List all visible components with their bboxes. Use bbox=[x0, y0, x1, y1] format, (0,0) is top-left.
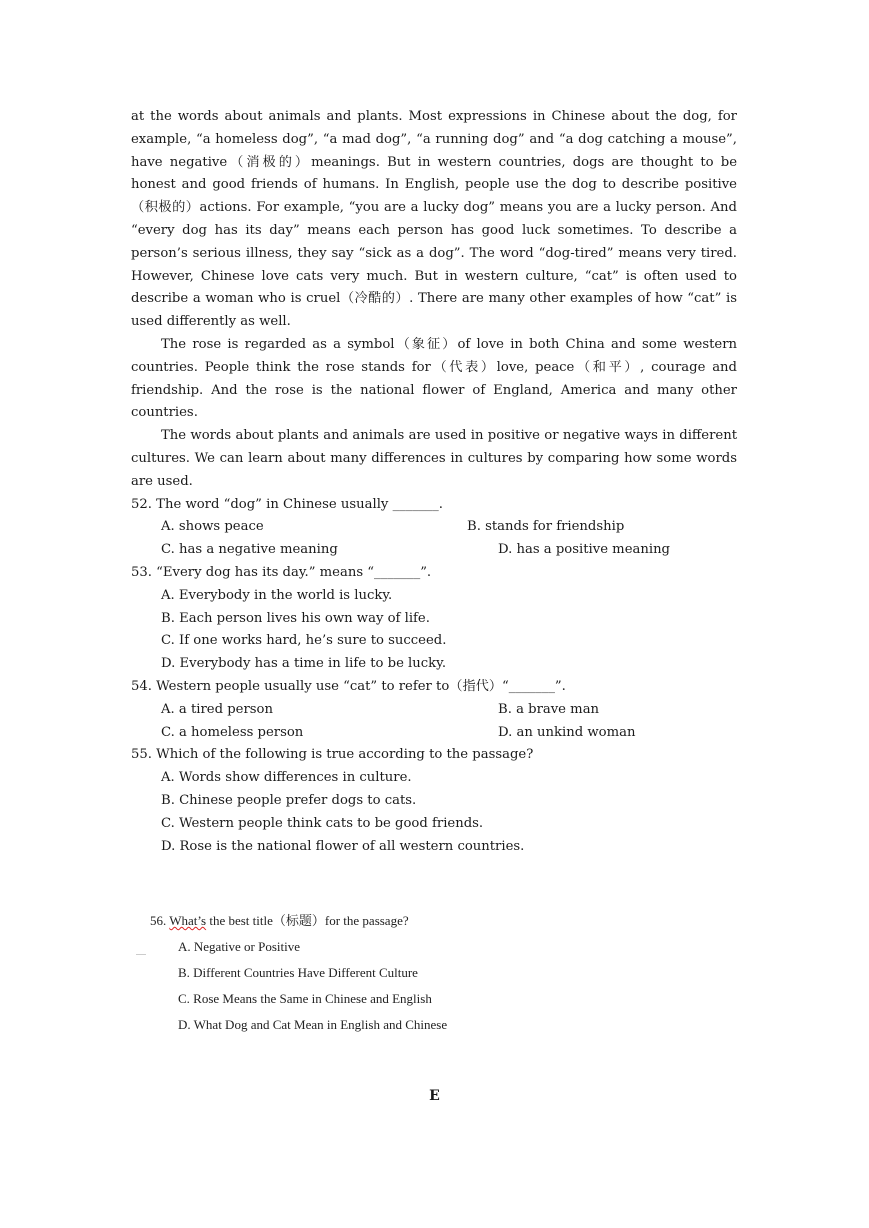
option-b: B. a brave man bbox=[498, 701, 600, 717]
scan-artifact bbox=[136, 954, 146, 955]
passage-paragraph-1: at the words about animals and plants. Most expressions in Chinese about the dog, for example, “a homeless dog”, “a mad dog”, “a running dog” and “a dog catching a mouse”, have negative（消极的）meanings. But in western countries, dogs are thought to be honest and good friends of humans. In English, people use the dog to describe positive（积极的）actions. For example, “you are a lucky dog” means you are a lucky person. And “every dog has its day” means each person has good luck sometimes. To describe a person’s serious illness, they say “sick as a dog”. The word “dog-tired” means very tired. However, Chinese love cats very much. But in western culture, “cat” is often used to describe a woman who is cruel（冷酷的）. There are many other examples of how “cat” is used differently as well. bbox=[131, 109, 737, 330]
option-c: C. If one works hard, he’s sure to succeed. bbox=[161, 633, 447, 649]
option-a: A. shows peace bbox=[161, 519, 264, 535]
option-c: C. has a negative meaning bbox=[161, 542, 338, 558]
option-c: C. a homeless person bbox=[161, 724, 304, 740]
option-b: B. stands for friendship bbox=[467, 519, 625, 535]
passage-paragraph-3: The words about plants and animals are used in positive or negative ways in different cultures. We can learn about many differences in cultures by comparing how some words are used. bbox=[131, 428, 737, 489]
question-stem: 52. The word “dog” in Chinese usually _______. bbox=[131, 496, 443, 512]
option-d: D. has a positive meaning bbox=[498, 542, 671, 558]
passage-and-questions bbox=[131, 106, 737, 858]
option-a: A. Words show differences in culture. bbox=[161, 770, 412, 786]
spellcheck-underline: What’s bbox=[169, 913, 207, 928]
question-53 bbox=[131, 562, 737, 676]
option-d: D. an unkind woman bbox=[498, 724, 636, 740]
option-b: B. Chinese people prefer dogs to cats. bbox=[161, 792, 417, 808]
option-a: A. Negative or Positive bbox=[178, 939, 301, 954]
option-d: D. What Dog and Cat Mean in English and Chinese bbox=[178, 1017, 448, 1032]
question-54 bbox=[131, 676, 737, 744]
option-d: D. Everybody has a time in life to be lucky. bbox=[161, 656, 447, 672]
question-56 bbox=[150, 908, 472, 1038]
option-c: C. Western people think cats to be good friends. bbox=[161, 815, 484, 831]
option-a: A. a tired person bbox=[161, 701, 273, 717]
option-d: D. Rose is the national flower of all western countries. bbox=[161, 838, 525, 854]
question-stem: 54. Western people usually use “cat” to refer to（指代）“_______”. bbox=[131, 678, 566, 694]
question-55 bbox=[131, 744, 737, 858]
option-a: A. Everybody in the world is lucky. bbox=[161, 587, 393, 603]
option-b: B. Each person lives his own way of life. bbox=[161, 610, 430, 626]
question-stem: 53. “Every dog has its day.” means “_______”. bbox=[131, 564, 432, 580]
question-52 bbox=[131, 494, 737, 562]
question-stem: 56. What’s the best title（标题）for the passage? bbox=[150, 913, 409, 928]
passage-paragraph-2: The rose is regarded as a symbol（象征）of love in both China and some western countries. People think the rose stands for（代表）love, peace（和平）, courage and friendship. And the rose is the national flower of England, America and many other countries. bbox=[131, 336, 737, 421]
question-stem: 55. Which of the following is true according to the passage? bbox=[131, 747, 534, 763]
option-c: C. Rose Means the Same in Chinese and English bbox=[178, 991, 432, 1006]
section-letter: E bbox=[429, 1088, 440, 1104]
option-b: B. Different Countries Have Different Culture bbox=[178, 965, 418, 980]
